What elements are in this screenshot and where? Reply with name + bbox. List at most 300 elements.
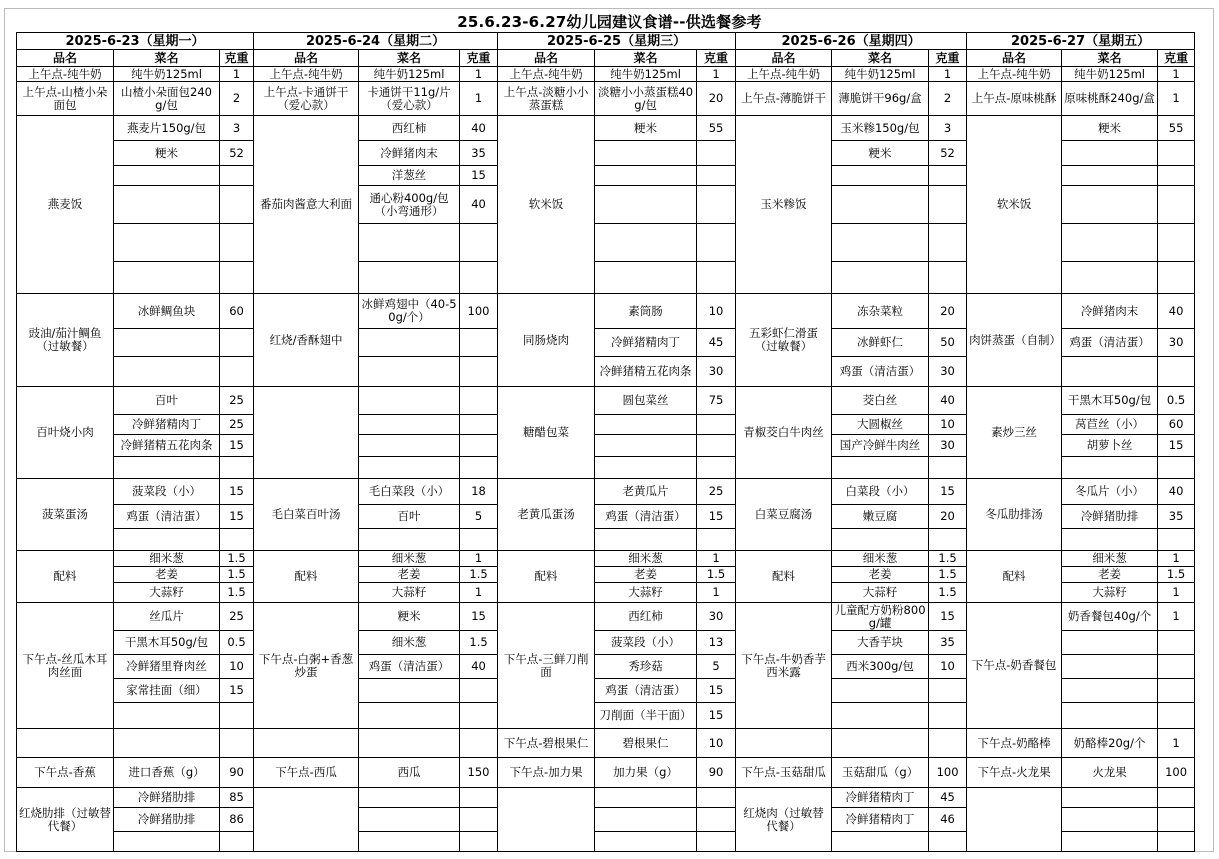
menu-cell: 20	[697, 82, 736, 116]
menu-cell: 40	[460, 655, 498, 679]
menu-cell: 进口香蕉（g）	[114, 758, 220, 788]
menu-cell: 干黑木耳50g/包	[1062, 387, 1158, 415]
menu-cell: 碧根果仁	[595, 729, 697, 758]
menu-cell	[1158, 529, 1195, 551]
menu-cell: 西红柿	[359, 116, 460, 141]
menu-cell: 40	[929, 387, 967, 415]
menu-cell: 上午点-卡通饼干（爱心款）	[254, 82, 359, 116]
menu-cell: 1	[1158, 67, 1195, 82]
dish-name-cell: 菠菜蛋汤	[17, 479, 114, 551]
menu-cell: 0.5	[1158, 387, 1195, 415]
menu-cell	[220, 529, 254, 551]
menu-cell: 25	[697, 479, 736, 505]
menu-cell: 30	[929, 435, 967, 457]
menu-cell	[1062, 788, 1158, 808]
col-header-grams: 克重	[929, 50, 967, 67]
menu-cell	[460, 387, 498, 415]
menu-cell	[1158, 788, 1195, 808]
dish-name-cell: 配料	[736, 551, 832, 603]
menu-cell: 白菜段（小）	[832, 479, 929, 505]
menu-cell	[595, 415, 697, 435]
menu-cell	[697, 808, 736, 832]
menu-cell: 儿童配方奶粉800g/罐	[832, 603, 929, 631]
dish-name-cell: 豉油/茄汁鲷鱼（过敏餐）	[17, 294, 114, 387]
col-header-dish: 品名	[498, 50, 595, 67]
menu-cell: 15	[697, 505, 736, 529]
menu-cell: 15	[1158, 435, 1195, 457]
menu-cell: 奶香餐包40g/个	[1062, 603, 1158, 631]
menu-cell	[359, 435, 460, 457]
menu-cell: 冰鲜虾仁	[832, 329, 929, 357]
menu-cell: 15	[697, 679, 736, 703]
menu-cell: 老姜	[114, 567, 220, 583]
menu-cell	[460, 703, 498, 729]
menu-cell: 2	[929, 82, 967, 116]
menu-cell	[697, 832, 736, 852]
menu-cell: 冷鲜猪肋排	[114, 808, 220, 832]
menu-cell	[1062, 262, 1158, 294]
menu-cell: 细米葱	[595, 551, 697, 567]
menu-cell: 老姜	[832, 567, 929, 583]
menu-cell	[832, 703, 929, 729]
menu-cell: 上午点-山楂小朵面包	[17, 82, 114, 116]
menu-cell	[460, 262, 498, 294]
menu-cell	[736, 729, 832, 758]
menu-cell	[1158, 832, 1195, 852]
menu-cell	[1158, 166, 1195, 186]
menu-cell: 15	[929, 603, 967, 631]
menu-cell: 上午点-纯牛奶	[498, 67, 595, 82]
menu-cell: 细米葱	[114, 551, 220, 567]
col-header-grams: 克重	[1158, 50, 1195, 67]
menu-cell	[697, 262, 736, 294]
menu-cell	[1158, 703, 1195, 729]
menu-cell: 老姜	[595, 567, 697, 583]
menu-cell	[832, 679, 929, 703]
menu-cell: 1	[460, 583, 498, 603]
menu-cell: 1.5	[1158, 567, 1195, 583]
menu-cell: 家常挂面（细）	[114, 679, 220, 703]
col-header-item: 菜名	[832, 50, 929, 67]
menu-cell: 奶酪棒20g/个	[1062, 729, 1158, 758]
menu-cell: 冷鲜猪精五花肉条	[595, 357, 697, 387]
menu-cell	[220, 832, 254, 852]
menu-cell: 1	[1158, 82, 1195, 116]
menu-cell: 30	[929, 357, 967, 387]
menu-cell: 1.5	[929, 583, 967, 603]
dish-name-cell: 百叶烧小肉	[17, 387, 114, 479]
menu-cell	[1158, 655, 1195, 679]
menu-cell	[359, 703, 460, 729]
dish-name-cell: 毛白菜百叶汤	[254, 479, 359, 551]
menu-cell	[1062, 357, 1158, 387]
menu-cell: 鸡蛋（清洁蛋）	[114, 505, 220, 529]
menu-cell: 冷鲜猪肉末	[1062, 294, 1158, 329]
menu-cell	[832, 529, 929, 551]
menu-cell	[460, 788, 498, 808]
menu-cell	[929, 457, 967, 479]
menu-row	[17, 116, 1195, 141]
menu-cell	[359, 457, 460, 479]
menu-cell: 下午点-玉菇甜瓜	[736, 758, 832, 788]
menu-cell: 20	[929, 294, 967, 329]
menu-cell	[1158, 808, 1195, 832]
menu-cell	[460, 357, 498, 387]
dish-name-cell: 红烧肋排（过敏替代餐）	[17, 788, 114, 852]
menu-cell: 细米葱	[359, 551, 460, 567]
menu-cell	[114, 529, 220, 551]
menu-cell: 0.5	[220, 631, 254, 655]
menu-cell	[359, 808, 460, 832]
menu-cell: 玉菇甜瓜（g）	[832, 758, 929, 788]
dish-name-cell: 配料	[967, 551, 1062, 603]
menu-cell: 10	[697, 294, 736, 329]
dish-name-cell: 下午点-三鲜刀削面	[498, 603, 595, 729]
menu-cell: 上午点-淡糖小小蒸蛋糕	[498, 82, 595, 116]
dish-name-cell: 下午点-牛奶香芋西米露	[736, 603, 832, 729]
menu-cell: 粳米	[1062, 116, 1158, 141]
menu-cell: 原味桃酥240g/盒	[1062, 82, 1158, 116]
menu-cell: 85	[220, 788, 254, 808]
menu-cell: 35	[1158, 505, 1195, 529]
menu-cell: 下午点-香蕉	[17, 758, 114, 788]
menu-cell	[595, 808, 697, 832]
menu-table	[16, 32, 1195, 852]
menu-cell	[359, 415, 460, 435]
menu-cell	[697, 788, 736, 808]
menu-cell: 上午点-原味桃酥	[967, 82, 1062, 116]
menu-cell: 1	[1158, 603, 1195, 631]
menu-cell: 100	[460, 294, 498, 329]
menu-cell: 55	[1158, 116, 1195, 141]
dish-name-cell: 五彩虾仁滑蛋（过敏餐）	[736, 294, 832, 387]
menu-cell	[595, 832, 697, 852]
col-header-item: 菜名	[114, 50, 220, 67]
menu-cell	[929, 832, 967, 852]
menu-cell: 20	[929, 505, 967, 529]
menu-cell: 52	[929, 141, 967, 166]
menu-cell: 冷鲜猪精肉丁	[114, 415, 220, 435]
menu-cell	[595, 186, 697, 224]
menu-cell	[697, 141, 736, 166]
menu-cell: 1	[1158, 551, 1195, 567]
menu-cell	[114, 357, 220, 387]
menu-cell	[359, 788, 460, 808]
menu-cell: 1.5	[697, 567, 736, 583]
menu-cell	[359, 729, 460, 758]
dish-name-cell: 玉米糁饭	[736, 116, 832, 294]
menu-cell: 上午点-纯牛奶	[17, 67, 114, 82]
menu-cell: 玉米糁150g/包	[832, 116, 929, 141]
menu-cell: 上午点-纯牛奶	[967, 67, 1062, 82]
menu-cell: 10	[929, 415, 967, 435]
menu-cell: 细米葱	[832, 551, 929, 567]
menu-cell: 茭白丝	[832, 387, 929, 415]
date-header-row	[17, 33, 1195, 50]
menu-cell: 粳米	[595, 116, 697, 141]
dish-name-cell	[254, 788, 359, 852]
menu-cell: 鸡蛋（清洁蛋）	[1062, 329, 1158, 357]
menu-cell: 纯牛奶125ml	[832, 67, 929, 82]
menu-cell: 45	[929, 788, 967, 808]
menu-cell	[929, 262, 967, 294]
menu-cell: 百叶	[359, 505, 460, 529]
menu-cell	[359, 262, 460, 294]
menu-cell	[929, 729, 967, 758]
col-header-grams: 克重	[697, 50, 736, 67]
menu-cell	[220, 357, 254, 387]
menu-cell: 莴苣丝（小）	[1062, 415, 1158, 435]
menu-cell: 45	[697, 329, 736, 357]
menu-cell	[1062, 679, 1158, 703]
menu-cell: 大圆椒丝	[832, 415, 929, 435]
menu-row	[17, 603, 1195, 631]
menu-cell: 大香芋块	[832, 631, 929, 655]
menu-cell	[1158, 357, 1195, 387]
menu-cell	[697, 186, 736, 224]
dish-name-cell: 下午点-奶香餐包	[967, 603, 1062, 729]
menu-cell	[595, 435, 697, 457]
menu-cell	[595, 262, 697, 294]
menu-cell: 15	[460, 603, 498, 631]
menu-cell: 冷鲜猪精肉丁	[595, 329, 697, 357]
menu-cell: 1	[697, 551, 736, 567]
menu-cell: 薄脆饼干96g/盒	[832, 82, 929, 116]
menu-cell	[929, 703, 967, 729]
menu-cell	[114, 224, 220, 262]
menu-cell: 粳米	[114, 141, 220, 166]
menu-cell	[595, 224, 697, 262]
day-header: 2025-6-26（星期四）	[736, 33, 967, 50]
menu-cell: 35	[460, 141, 498, 166]
menu-cell	[697, 224, 736, 262]
col-header-dish: 品名	[736, 50, 832, 67]
page-border-top	[4, 8, 1214, 9]
menu-cell	[1062, 186, 1158, 224]
menu-cell	[697, 529, 736, 551]
dish-name-cell: 燕麦饭	[17, 116, 114, 294]
menu-cell	[460, 808, 498, 832]
menu-cell: 大蒜籽	[832, 583, 929, 603]
menu-cell	[929, 529, 967, 551]
menu-cell	[220, 729, 254, 758]
menu-cell: 冷鲜猪精肉丁	[832, 788, 929, 808]
col-header-dish: 品名	[254, 50, 359, 67]
menu-cell	[220, 186, 254, 224]
menu-cell	[1062, 141, 1158, 166]
menu-cell: 40	[1158, 479, 1195, 505]
menu-cell	[460, 329, 498, 357]
menu-cell: 15	[460, 166, 498, 186]
dish-name-cell: 下午点-白粥+香葱炒蛋	[254, 603, 359, 729]
menu-cell: 纯牛奶125ml	[359, 67, 460, 82]
menu-cell: 3	[220, 116, 254, 141]
col-header-item: 菜名	[359, 50, 460, 67]
dish-name-cell: 配料	[498, 551, 595, 603]
menu-cell	[114, 457, 220, 479]
menu-cell: 冰鲜鸡翅中（40-50g/个）	[359, 294, 460, 329]
col-header-item: 菜名	[1062, 50, 1158, 67]
menu-cell	[220, 262, 254, 294]
menu-cell: 1.5	[929, 551, 967, 567]
dish-name-cell: 素炒三丝	[967, 387, 1062, 479]
menu-cell	[832, 457, 929, 479]
menu-cell	[359, 357, 460, 387]
menu-cell	[1062, 224, 1158, 262]
col-header-grams: 克重	[460, 50, 498, 67]
menu-cell	[114, 262, 220, 294]
menu-cell: 下午点-火龙果	[967, 758, 1062, 788]
menu-cell	[114, 166, 220, 186]
menu-cell	[697, 457, 736, 479]
menu-row	[17, 387, 1195, 415]
menu-row	[17, 294, 1195, 329]
menu-row	[17, 758, 1195, 788]
menu-cell	[460, 457, 498, 479]
menu-cell: 1	[1158, 729, 1195, 758]
menu-cell: 大蒜籽	[114, 583, 220, 603]
menu-cell: 上午点-纯牛奶	[736, 67, 832, 82]
menu-cell: 火龙果	[1062, 758, 1158, 788]
menu-cell: 鸡蛋（清洁蛋）	[832, 357, 929, 387]
menu-cell	[1062, 832, 1158, 852]
menu-cell: 1.5	[220, 567, 254, 583]
menu-cell	[1158, 186, 1195, 224]
menu-cell: 西瓜	[359, 758, 460, 788]
menu-cell	[832, 224, 929, 262]
menu-cell: 菠菜段（小）	[114, 479, 220, 505]
menu-cell: 老黄瓜片	[595, 479, 697, 505]
dish-name-cell: 老黄瓜蛋汤	[498, 479, 595, 551]
dish-name-cell: 软米饭	[498, 116, 595, 294]
menu-cell: 冷鲜猪里脊肉丝	[114, 655, 220, 679]
menu-cell	[460, 729, 498, 758]
day-header: 2025-6-24（星期二）	[254, 33, 498, 50]
menu-row	[17, 67, 1195, 82]
menu-cell: 菠菜段（小）	[595, 631, 697, 655]
dish-name-cell: 配料	[254, 551, 359, 603]
menu-cell: 3	[929, 116, 967, 141]
menu-cell	[832, 262, 929, 294]
menu-cell: 西米300g/包	[832, 655, 929, 679]
day-header: 2025-6-23（星期一）	[17, 33, 254, 50]
menu-cell: 嫩豆腐	[832, 505, 929, 529]
menu-row	[17, 551, 1195, 567]
menu-cell: 52	[220, 141, 254, 166]
menu-cell: 55	[697, 116, 736, 141]
menu-cell: 100	[929, 758, 967, 788]
menu-cell: 素筒肠	[595, 294, 697, 329]
menu-cell: 86	[220, 808, 254, 832]
menu-cell	[460, 679, 498, 703]
menu-cell: 粳米	[832, 141, 929, 166]
col-header-dish: 品名	[17, 50, 114, 67]
menu-cell: 15	[697, 703, 736, 729]
menu-cell: 大蒜籽	[1062, 583, 1158, 603]
menu-cell: 1.5	[460, 631, 498, 655]
menu-cell	[1158, 141, 1195, 166]
page-border-left	[4, 8, 5, 851]
menu-cell: 鸡蛋（清洁蛋）	[595, 505, 697, 529]
menu-cell: 90	[220, 758, 254, 788]
menu-cell: 50	[929, 329, 967, 357]
menu-cell: 60	[220, 294, 254, 329]
menu-cell: 冻杂菜粒	[832, 294, 929, 329]
menu-cell: 圆包菜丝	[595, 387, 697, 415]
menu-cell: 细米葱	[1062, 551, 1158, 567]
menu-cell: 2	[220, 82, 254, 116]
menu-cell	[114, 329, 220, 357]
menu-cell	[1062, 631, 1158, 655]
menu-cell: 卡通饼干11g/片（爱心款）	[359, 82, 460, 116]
menu-cell: 西红柿	[595, 603, 697, 631]
dish-name-cell: 红烧肉（过敏替代餐）	[736, 788, 832, 852]
menu-cell	[697, 435, 736, 457]
menu-cell: 淡糖小小蒸蛋糕40g/包	[595, 82, 697, 116]
menu-cell	[1158, 262, 1195, 294]
menu-cell	[1062, 655, 1158, 679]
menu-cell: 鸡蛋（清洁蛋）	[359, 655, 460, 679]
menu-cell	[1062, 457, 1158, 479]
menu-cell: 10	[929, 655, 967, 679]
menu-cell: 纯牛奶125ml	[114, 67, 220, 82]
menu-cell: 国产冷鲜牛肉丝	[832, 435, 929, 457]
menu-cell: 刀削面（半干面）	[595, 703, 697, 729]
menu-cell: 1	[697, 583, 736, 603]
menu-cell: 15	[220, 505, 254, 529]
menu-cell: 山楂小朵面包240g/包	[114, 82, 220, 116]
col-header-dish: 品名	[967, 50, 1062, 67]
menu-cell: 18	[460, 479, 498, 505]
menu-cell: 1.5	[220, 583, 254, 603]
menu-cell: 冷鲜猪肋排	[1062, 505, 1158, 529]
menu-cell: 1.5	[929, 567, 967, 583]
menu-cell: 鸡蛋（清洁蛋）	[595, 679, 697, 703]
menu-cell: 1.5	[460, 567, 498, 583]
menu-cell	[220, 329, 254, 357]
menu-cell: 75	[697, 387, 736, 415]
menu-cell: 燕麦片150g/包	[114, 116, 220, 141]
dish-name-cell: 番茄肉酱意大利面	[254, 116, 359, 294]
menu-cell	[929, 186, 967, 224]
day-header: 2025-6-25（星期三）	[498, 33, 736, 50]
menu-cell: 13	[697, 631, 736, 655]
menu-cell	[17, 729, 114, 758]
dish-name-cell: 青椒茭白牛肉丝	[736, 387, 832, 479]
dish-name-cell: 红烧/香酥翅中	[254, 294, 359, 387]
menu-row	[17, 729, 1195, 758]
menu-cell	[832, 186, 929, 224]
menu-cell: 40	[460, 186, 498, 224]
menu-cell	[114, 186, 220, 224]
menu-cell: 90	[697, 758, 736, 788]
menu-cell	[1062, 529, 1158, 551]
menu-cell: 秀珍菇	[595, 655, 697, 679]
menu-cell: 粳米	[359, 603, 460, 631]
dish-name-cell: 白菜豆腐汤	[736, 479, 832, 551]
menu-cell: 纯牛奶125ml	[595, 67, 697, 82]
menu-cell: 100	[1158, 758, 1195, 788]
menu-cell: 丝瓜片	[114, 603, 220, 631]
menu-cell: 下午点-加力果	[498, 758, 595, 788]
menu-cell	[220, 224, 254, 262]
menu-cell: 5	[697, 655, 736, 679]
menu-cell: 胡萝卜丝	[1062, 435, 1158, 457]
menu-cell: 60	[1158, 415, 1195, 435]
menu-cell: 冷鲜猪精肉丁	[832, 808, 929, 832]
menu-cell	[359, 329, 460, 357]
col-header-item: 菜名	[595, 50, 697, 67]
